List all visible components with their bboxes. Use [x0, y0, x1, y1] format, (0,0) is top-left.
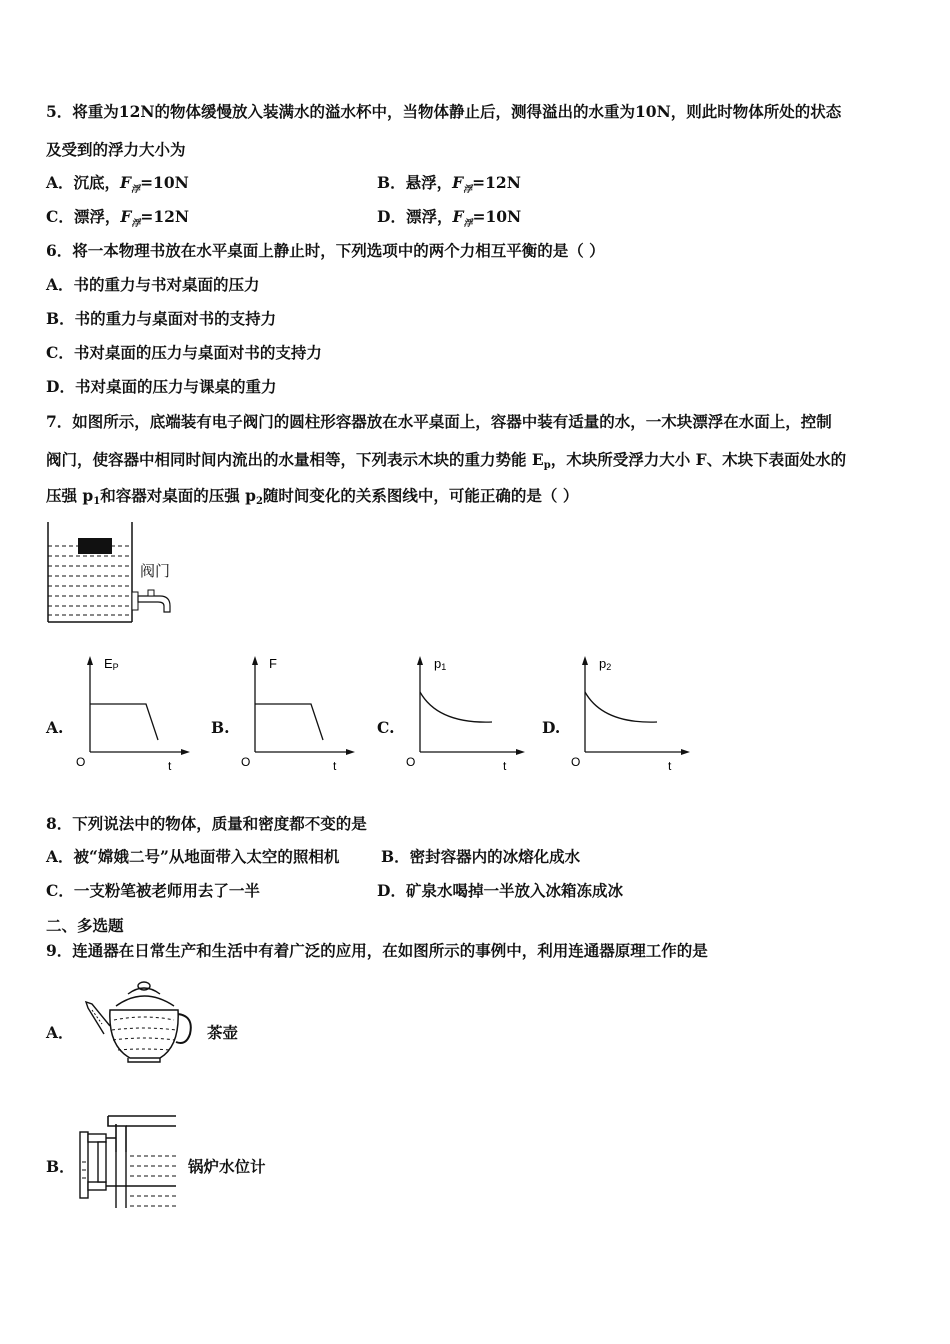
- q6-stem: 6．将一本物理书放在水平桌面上静止时，下列选项中的两个力相互平衡的是（ ）: [46, 241, 605, 260]
- origin-label: O: [571, 755, 581, 769]
- y-axis-arrow: [417, 656, 423, 665]
- teapot-caption: 茶壶: [207, 1023, 239, 1042]
- q7-option-b-label[interactable]: B.: [211, 718, 230, 737]
- option-label: A．沉底，: [46, 173, 121, 192]
- boiler-gauge-caption: 锅炉水位计: [188, 1157, 266, 1176]
- ep-subscript: p: [543, 460, 551, 471]
- force-subscript: 浮: [131, 185, 141, 195]
- container-figure: [44, 518, 184, 628]
- graph-f[interactable]: [235, 650, 365, 780]
- x-axis-label: t: [333, 759, 337, 773]
- valve-icon: [148, 590, 154, 596]
- option-value: =12N: [472, 173, 521, 192]
- y-axis-label-subscript: 2: [606, 662, 612, 672]
- force-subscript: 浮: [131, 219, 141, 229]
- q7-option-a-label[interactable]: A.: [46, 718, 64, 737]
- q8-option-c[interactable]: C．一支粉笔被老师用去了一半: [46, 881, 260, 900]
- y-axis-arrow: [252, 656, 258, 665]
- q9-option-a-label[interactable]: A．: [46, 1023, 74, 1042]
- q7-line2-text-b: ，木块所受浮力大小 F、木块下表面处水的: [550, 450, 847, 469]
- q5-option-d[interactable]: [377, 207, 521, 234]
- q6-option-c[interactable]: C．书对桌面的压力与桌面对书的支持力: [46, 343, 322, 362]
- p2-subscript: 2: [255, 496, 263, 507]
- force-subscript: 浮: [463, 185, 473, 195]
- option-label: B．悬浮，: [377, 173, 453, 192]
- graph-p1[interactable]: [400, 650, 535, 780]
- q7-line3-text-b: 和容器对桌面的压强 p: [100, 486, 256, 505]
- q7-line3-text-a: 压强 p: [46, 486, 94, 505]
- boiler-gauge-icon: [72, 1112, 184, 1210]
- teapot-icon: [80, 976, 200, 1064]
- graph-p1-svg: [400, 650, 535, 780]
- q6-option-b[interactable]: B．书的重力与桌面对书的支持力: [46, 309, 277, 328]
- option-label: D．漂浮，: [377, 207, 453, 226]
- curve: [255, 704, 323, 740]
- q7-stem-line3: [46, 486, 578, 512]
- option-value: =10N: [472, 207, 522, 226]
- origin-label: O: [76, 755, 86, 769]
- force-symbol: F: [120, 173, 132, 192]
- x-axis-arrow: [346, 749, 355, 755]
- p1-subscript: 1: [93, 496, 101, 507]
- q5-stem-line2: 及受到的浮力大小为: [46, 140, 186, 159]
- curve: [585, 692, 657, 722]
- y-axis-label: F: [269, 656, 277, 671]
- q5-stem-line1: 5．将重为12N的物体缓慢放入装满水的溢水杯中，当物体静止后，测得溢出的水重为10N，则此时物体所处的状态: [46, 102, 842, 121]
- graph-ep-svg: [70, 650, 200, 780]
- q9-option-b-label[interactable]: B．: [46, 1157, 75, 1176]
- q7-stem-line1: 7．如图所示，底端装有电子阀门的圆柱形容器放在水平桌面上，容器中装有适量的水，一木块漂浮在水面上，控制: [46, 412, 832, 431]
- x-axis-arrow: [181, 749, 190, 755]
- x-axis-label: t: [668, 759, 672, 773]
- x-axis-label: t: [503, 759, 507, 773]
- force-symbol: F: [452, 207, 464, 226]
- q7-line2-text-a: 阀门，使容器中相同时间内流出的水量相等，下列表示木块的重力势能 E: [46, 450, 544, 469]
- q5-option-a[interactable]: [46, 173, 189, 200]
- force-subscript: 浮: [463, 219, 473, 229]
- q6-option-a[interactable]: A．书的重力与书对桌面的压力: [46, 275, 260, 294]
- graph-p2-svg: [565, 650, 700, 780]
- option-value: =10N: [140, 173, 189, 192]
- curve: [90, 704, 158, 740]
- q7-line3-text-c: 随时间变化的关系图线中，可能正确的是（ ）: [262, 486, 579, 505]
- origin-label: O: [406, 755, 416, 769]
- y-axis-label-subscript: 1: [441, 662, 447, 672]
- boiler-gauge-figure: [72, 1112, 184, 1210]
- q8-stem: 8．下列说法中的物体，质量和密度都不变的是: [46, 814, 367, 833]
- graph-ep[interactable]: [70, 650, 200, 780]
- q7-option-d-label[interactable]: D.: [542, 718, 561, 737]
- q6-option-d[interactable]: D．书对桌面的压力与课桌的重力: [46, 377, 277, 396]
- option-value: =12N: [140, 207, 190, 226]
- x-axis-arrow: [516, 749, 525, 755]
- y-axis-arrow: [582, 656, 588, 665]
- force-symbol: F: [452, 173, 464, 192]
- option-label: C．漂浮，: [46, 207, 121, 226]
- y-axis-label: EP: [104, 656, 119, 672]
- y-axis-label: p1: [434, 656, 447, 672]
- x-axis-arrow: [681, 749, 690, 755]
- graph-f-svg: [235, 650, 365, 780]
- q9-stem: 9．连通器在日常生产和生活中有着广泛的应用，在如图所示的事例中，利用连通器原理工作的是: [46, 941, 708, 960]
- q5-option-c[interactable]: [46, 207, 189, 234]
- q7-option-c-label[interactable]: C.: [377, 718, 395, 737]
- q8-option-a[interactable]: A．被“嫦娥二号”从地面带入太空的照相机: [46, 847, 340, 866]
- y-axis-label-subscript: P: [112, 662, 119, 672]
- q8-option-d[interactable]: D．矿泉水喝掉一半放入冰箱冻成冰: [377, 881, 623, 900]
- q5-option-b[interactable]: [377, 173, 521, 200]
- force-symbol: F: [120, 207, 132, 226]
- y-axis-arrow: [87, 656, 93, 665]
- q8-option-b[interactable]: B．密封容器内的冰熔化成水: [381, 847, 581, 866]
- y-axis-label: p2: [599, 656, 612, 672]
- section-heading: 二、多选题: [46, 916, 124, 935]
- x-axis-label: t: [168, 759, 172, 773]
- curve: [420, 692, 492, 722]
- wooden-block: [78, 538, 112, 554]
- teapot-figure: [80, 976, 200, 1064]
- q7-stem-line2: [46, 450, 846, 476]
- graph-p2[interactable]: [565, 650, 700, 780]
- valve-label: 阀门: [140, 562, 171, 580]
- origin-label: O: [241, 755, 251, 769]
